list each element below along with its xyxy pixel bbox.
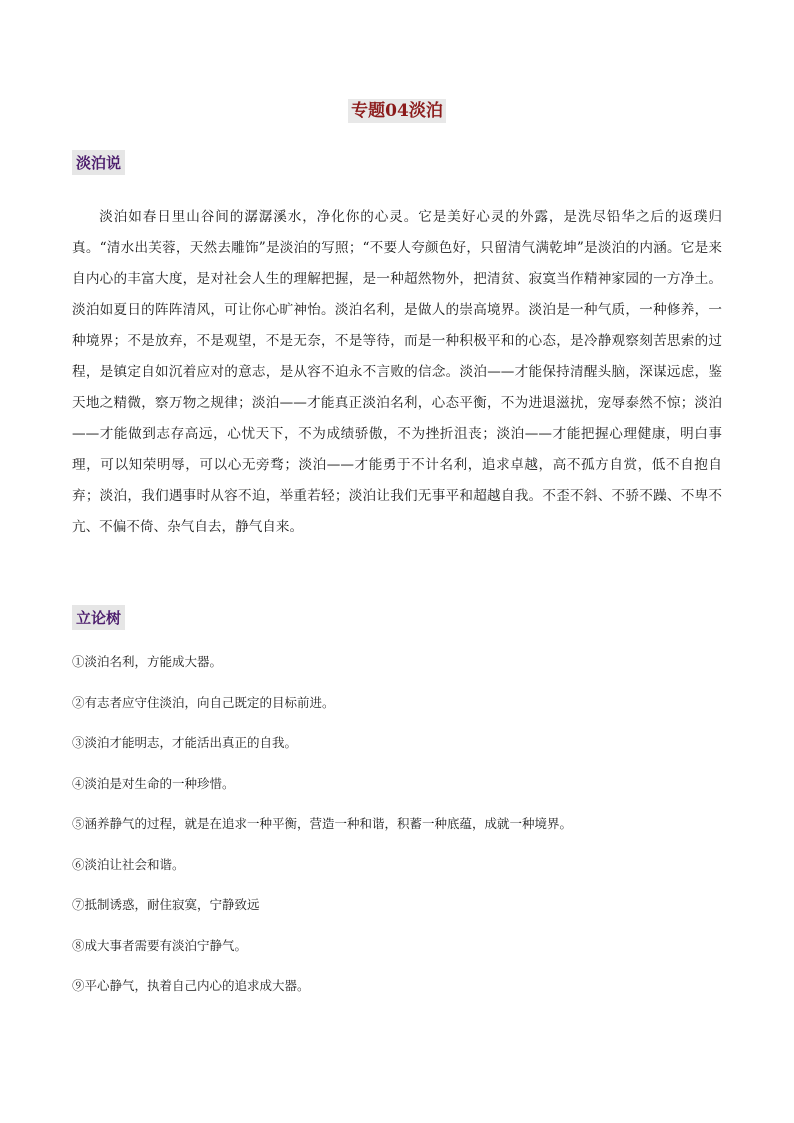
argument-item: ⑤涵养静气的过程，就是在追求一种平衡，营造一种和谐，积蓄一种底蕴，成就一种境界。 — [72, 816, 573, 831]
argument-item: ⑦抵制诱惑，耐住寂寞，宁静致远 — [72, 897, 260, 912]
argument-item: ⑥淡泊让社会和谐。 — [72, 856, 185, 872]
argument-item: ③淡泊才能明志，才能活出真正的自我。 — [72, 735, 298, 750]
section-heading-danbo-shuo: 淡泊说 — [72, 150, 125, 175]
argument-item: ②有志者应守住淡泊，向自己既定的目标前进。 — [72, 694, 335, 710]
argument-item: ⑧成大事者需要有淡泊宁静气。 — [72, 937, 248, 953]
argument-item: ①淡泊名利，方能成大器。 — [72, 654, 223, 669]
argument-list — [72, 652, 722, 1017]
argument-item: ⑨平心静气，执着自己内心的追求成大器。 — [72, 978, 310, 993]
page-title-text: 专题04淡泊 — [348, 99, 446, 123]
essay-paragraph: 淡泊如春日里山谷间的潺潺溪水，净化你的心灵。它是美好心灵的外露，是洗尽铅华之后的返璞归真。“清水出芙蓉，天然去雕饰”是淡泊的写照；“不要人夸颜色好，只留清气满乾坤”是淡泊的内涵。它是来自内心的丰富大度，是对社会人生的理解把握，是一种超然物外，把清贫、寂寞当作精神家园的一方净土。淡泊如夏日的阵阵清风，可让你心旷神怡。淡泊名利，是做人的崇高境界。淡泊是一种气质，一种修养，一种境界；不是放弃，不是观望，不是无奈，不是等待，而是一种积极平和的心态，是冷静观察刻苦思索的过程，是镇定自如沉着应对的意志，是从容不迫永不言败的信念。淡泊——才能保持清醒头脑，深谋远虑，鉴天地之精微，察万物之规律；淡泊——才能真正淡泊名利，心态平衡，不为进退滋扰，宠辱泰然不惊；淡泊——才能做到志存高远，心忧天下，不为成绩骄傲，不为挫折沮丧；淡泊——才能把握心理健康，明白事理，可以知荣明辱，可以心无旁骛；淡泊——才能勇于不计名利，追求卓越，高不孤方自赏，低不自抱自弃；淡泊，我们遇事时从容不迫，举重若轻；淡泊让我们无事平和超越自我。不歪不斜、不骄不躁、不卑不亢、不偏不倚、杂气自去，静气自来。 — [72, 209, 722, 535]
argument-item: ④淡泊是对生命的一种珍惜。 — [72, 775, 235, 791]
page-title — [0, 96, 794, 121]
section-heading-lilun-shu: 立论树 — [72, 605, 125, 630]
